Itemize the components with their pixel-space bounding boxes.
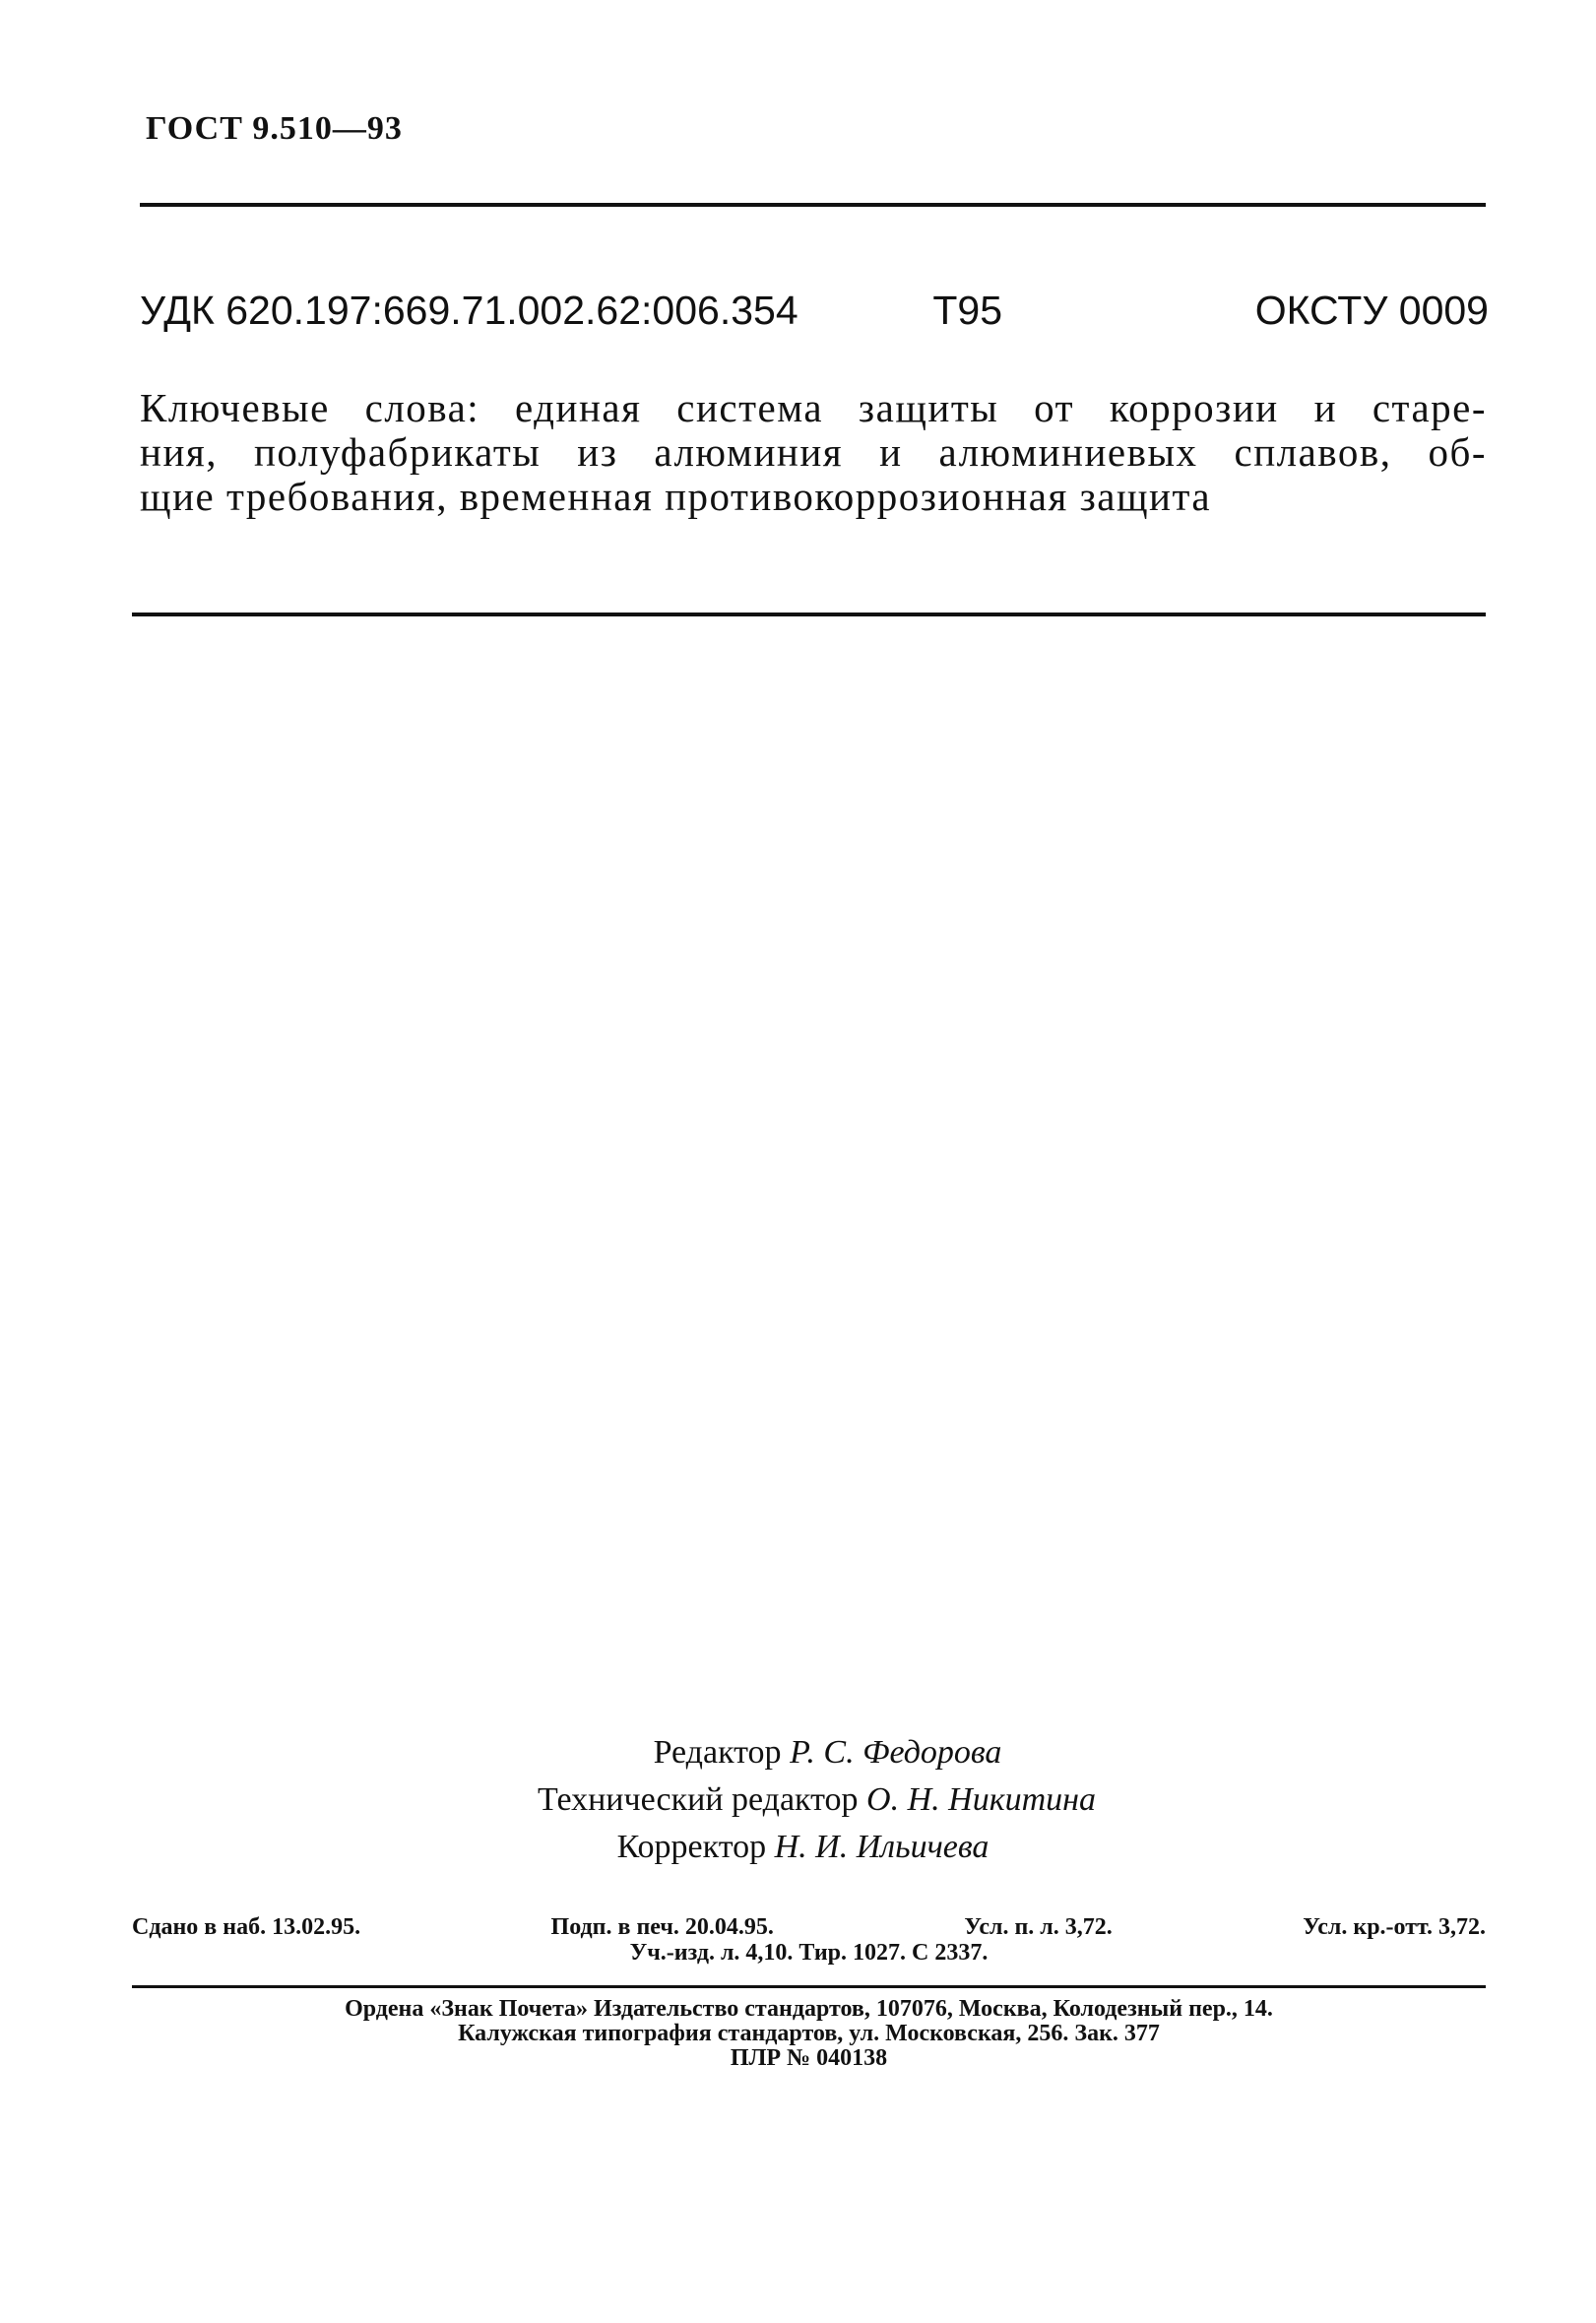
submitted-date: Сдано в наб. 13.02.95. [132,1914,361,1940]
tech-editor-label: Технический редактор [537,1781,859,1818]
classification-row [140,288,1489,334]
oksty-code: ОКСТУ 0009 [1254,288,1489,333]
color-prints: Усл. кр.-отт. 3,72. [1303,1914,1486,1940]
imprint-row [132,1914,1486,1940]
corrector-credit [0,1824,1596,1871]
publisher-footer [132,1997,1486,2071]
imprint-details: Уч.-изд. л. 4,10. Тир. 1027. С 2337. [629,1940,989,1966]
middle-divider [132,613,1486,616]
keywords-line: Ключевые слова: единая система защиты от коррозии и старе- [140,385,1487,430]
editor-label: Редактор [653,1734,782,1771]
imprint-block [132,1914,1486,1966]
top-divider [140,203,1486,207]
keywords-paragraph [140,386,1487,519]
keywords-line: щие требования, временная противокоррозионная защита [140,474,1212,519]
standard-number: ГОСТ 9.510—93 [146,110,403,147]
footer-divider [132,1985,1486,1988]
corrector-name: Н. И. Ильичева [774,1829,990,1865]
corrector-label: Корректор [616,1829,767,1865]
keywords-line: ния, полуфабрикаты из алюминия и алюминиевых сплавов, об- [140,429,1487,475]
license-line: ПЛР № 040138 [730,2045,888,2071]
editor-credit [0,1729,1596,1776]
group-code: Т95 [932,288,1003,333]
printing-house-line: Калужская типография стандартов, ул. Московская, 256. Зак. 377 [458,2021,1160,2046]
credits-block [0,1729,1596,1871]
signed-date: Подп. в печ. 20.04.95. [550,1914,774,1940]
udk-code: УДК 620.197:669.71.002.62:006.354 [140,288,798,333]
tech-editor-credit [0,1776,1596,1824]
editor-name: Р. С. Федорова [790,1734,1002,1771]
tech-editor-name: О. Н. Никитина [866,1781,1097,1818]
publisher-line: Ордена «Знак Почета» Издательство стандартов, 107076, Москва, Колодезный пер., 14. [345,1996,1273,2022]
print-sheets: Усл. п. л. 3,72. [964,1914,1113,1940]
